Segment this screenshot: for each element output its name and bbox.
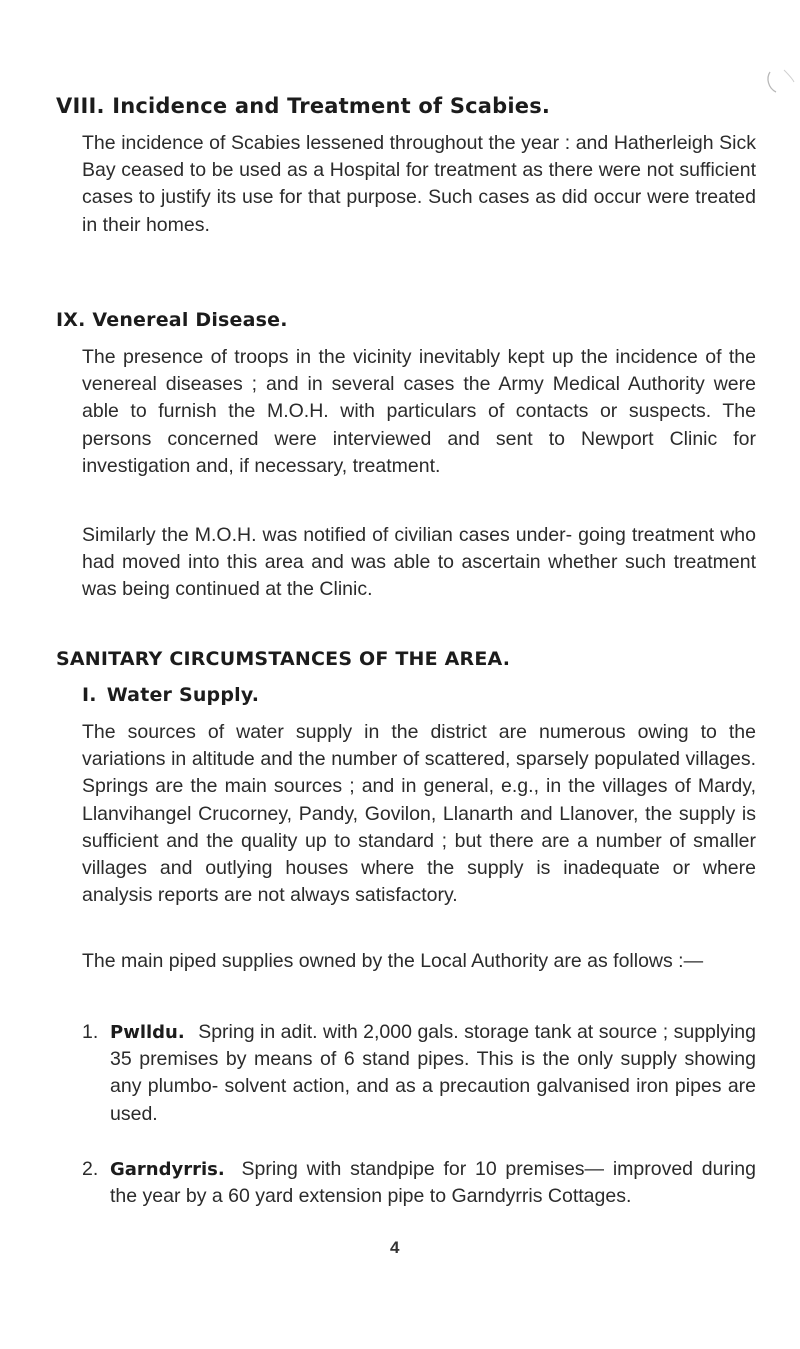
list-item-garndyrris bbox=[82, 1156, 756, 1210]
section-title: Venereal Disease. bbox=[92, 309, 288, 331]
subsection-number: I. bbox=[82, 684, 97, 706]
list-item-number: 2. bbox=[82, 1158, 99, 1180]
paragraph-venereal-2: Similarly the M.O.H. was notified of civilian cases under- going treatment who had moved into this area and was able to ascertain whether such treatment was being continued at the Clinic. bbox=[82, 524, 756, 601]
section-heading-venereal bbox=[56, 309, 288, 331]
list-item-number: 1. bbox=[82, 1021, 99, 1043]
section-title: Incidence and Treatment of Scabies. bbox=[112, 94, 551, 118]
paragraph-water-2: The main piped supplies owned by the Local Authority are as follows :— bbox=[82, 950, 704, 972]
section-heading-sanitary: SANITARY CIRCUMSTANCES OF THE AREA. bbox=[56, 648, 511, 670]
page-number: 4 bbox=[390, 1238, 400, 1257]
list-item-pwlldu bbox=[82, 1019, 756, 1128]
section-number: IX. bbox=[56, 309, 86, 331]
corner-mark-icon bbox=[762, 68, 796, 96]
section-heading-scabies bbox=[56, 94, 550, 118]
list-item-text: Spring in adit. with 2,000 gals. storage tank at source ; supplying 35 premises by means of 6 stand pipes. This is the only supply showing any plumbo- solvent action, and as a precaution galvanised iron pipes are used. bbox=[110, 1021, 756, 1125]
subsection-title: Water Supply. bbox=[106, 684, 260, 706]
paragraph-venereal-1: The presence of troops in the vicinity inevitably kept up the incidence of the venereal diseases ; and in several cases the Army Medical Authority were able to furnish the M.O.H. with particulars of contacts or suspects. The persons concerned were interviewed and sent to Newport Clinic for investigation and, if necessary, treatment. bbox=[82, 346, 756, 477]
subsection-heading-water-supply bbox=[82, 684, 259, 706]
list-item-text: Spring with standpipe for 10 premises— improved during the year by a 60 yard extension pipe to Garndyrris Cottages. bbox=[110, 1158, 756, 1208]
list-item-name: Garndyrris. bbox=[110, 1159, 225, 1180]
section-number: VIII. bbox=[56, 94, 105, 118]
paragraph-scabies: The incidence of Scabies lessened throughout the year : and Hatherleigh Sick Bay ceased to be used as a Hospital for treatment as there were not sufficient cases to justify its use for that purpose. Such cases as did occur were treated in their homes. bbox=[82, 132, 756, 236]
list-item-name: Pwlldu. bbox=[110, 1022, 185, 1043]
paragraph-water-1: The sources of water supply in the district are numerous owing to the variations in altitude and the number of scattered, sparsely populated villages. Springs are the main sources ; and in general, e.g., in the villages of Mardy, Llanvihangel Crucorney, Pandy, Govilon, Llanarth and Llanover, the supply is sufficient and the quality up to standard ; but there are a number of smaller villages and outlying houses where the supply is inadequate or where analysis reports are not always satisfactory. bbox=[82, 721, 756, 907]
